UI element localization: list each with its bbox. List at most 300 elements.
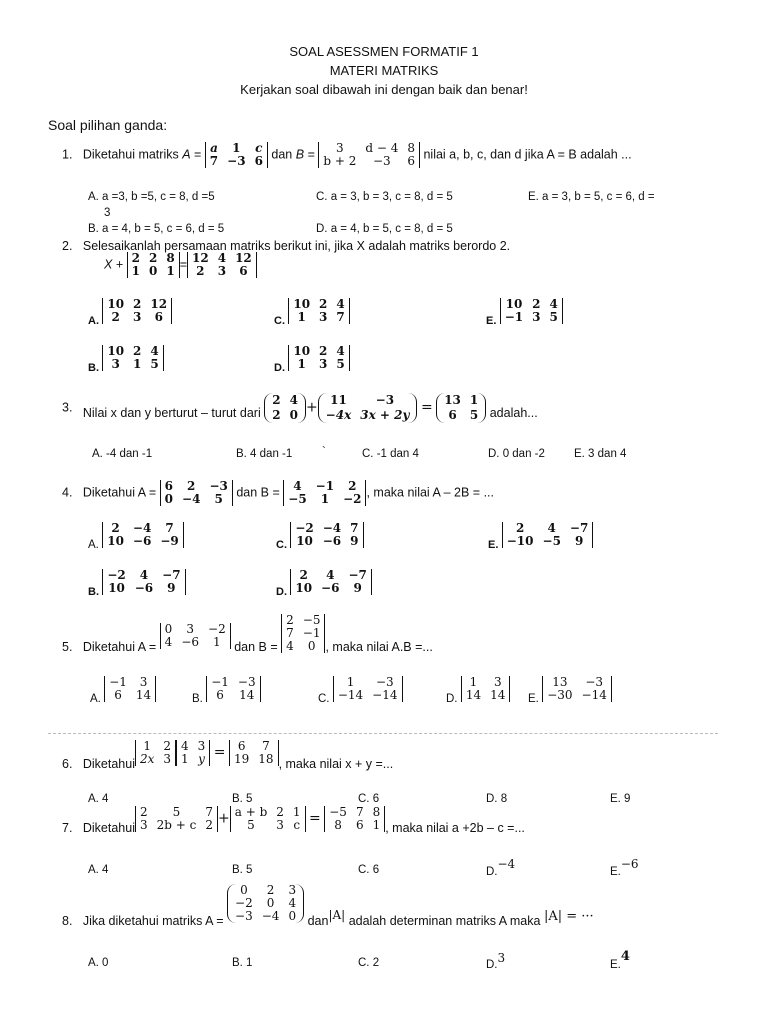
- matrix-cell: 10: [107, 534, 124, 548]
- equation-2: [104, 252, 257, 278]
- matrix-cell: 10: [293, 297, 311, 311]
- question-4: [62, 480, 494, 506]
- matrix-cell: a + b: [234, 805, 268, 819]
- matrix-cell: 3: [288, 883, 297, 897]
- option-value: −6: [620, 857, 639, 871]
- question-text: Diketahui: [82, 821, 135, 836]
- matrix-cell: 2: [532, 297, 541, 311]
- option-label: E.: [610, 866, 621, 878]
- matrix-cell: −3: [235, 909, 253, 923]
- matrix-cell: 1: [372, 818, 381, 832]
- option-d[interactable]: D. 0 dan -2: [488, 448, 545, 460]
- matrix-cell: b + 2: [323, 154, 357, 168]
- matrix-cell: 9: [167, 581, 176, 595]
- matrix-cell: −6: [322, 534, 342, 548]
- matrix-cell: 7: [165, 521, 174, 535]
- matrix-1: [264, 393, 306, 423]
- option-b[interactable]: B. 5: [232, 864, 253, 876]
- matrix-cell: 4: [336, 297, 345, 311]
- matrix-cell: 2: [272, 408, 281, 422]
- matrix-2: [187, 252, 257, 278]
- matrix-cell: 7: [209, 154, 219, 168]
- matrix-cell: −1: [211, 675, 229, 689]
- option-label: B.: [88, 362, 99, 375]
- matrix-cell: 1: [232, 141, 241, 155]
- question-text: Diketahui matriks: [82, 147, 183, 162]
- matrix-cell: a: [210, 141, 218, 155]
- matrix-cell: 8: [407, 141, 415, 155]
- matrix-cell: −3: [372, 154, 391, 168]
- matrix-cell: 5: [336, 357, 345, 371]
- question-number: 3.: [62, 400, 73, 415]
- matrix-cell: 3: [163, 752, 172, 766]
- option-a[interactable]: A. -4 dan -1: [92, 448, 153, 460]
- matrix-cell: 10: [108, 581, 125, 595]
- matrix-cell: −1: [315, 479, 335, 493]
- matrix-cell: 9: [350, 534, 359, 548]
- matrix-cell: 6: [239, 264, 248, 278]
- matrix-cell: 4: [181, 739, 189, 753]
- matrix-b: [281, 614, 325, 653]
- equals-sign: =: [309, 810, 321, 827]
- option-label: C.: [318, 693, 330, 706]
- option-label: E.: [486, 315, 497, 328]
- option-a[interactable]: [88, 297, 172, 328]
- question-8: [62, 883, 594, 928]
- matrix-cell: 3: [319, 357, 328, 371]
- option-label: B.: [88, 586, 99, 599]
- option-d[interactable]: [486, 857, 516, 878]
- option-a[interactable]: A. a =3, b =5, c = 8, d =5: [88, 191, 215, 203]
- matrix-cell: 6: [114, 688, 122, 702]
- matrix-cell: 1: [297, 357, 306, 371]
- matrix-cell: −1: [109, 675, 127, 689]
- option-label: B.: [192, 693, 203, 706]
- matrix-cell: 7: [336, 310, 345, 324]
- equals-sign: =: [179, 257, 187, 272]
- matrix-cell: 7: [205, 805, 213, 819]
- matrix-cell: 2: [272, 393, 281, 407]
- matrix-cell: −14: [581, 688, 607, 702]
- matrix-cell: 7: [350, 521, 359, 535]
- matrix-a: [205, 142, 268, 168]
- matrix-cell: 2: [131, 251, 140, 265]
- matrix-cell: 5: [469, 408, 479, 422]
- option-label: D.: [486, 959, 498, 971]
- option-c[interactable]: C. 2: [358, 957, 380, 969]
- matrix-cell: 1: [143, 739, 151, 753]
- matrix-cell: 2: [276, 805, 284, 819]
- and-text: dan: [307, 913, 329, 928]
- matrix-cell: 0: [288, 909, 297, 923]
- option-a[interactable]: [90, 675, 156, 706]
- matrix-cell: 2: [266, 883, 275, 897]
- matrix-cell: 12: [150, 297, 168, 311]
- option-b[interactable]: B. 5: [232, 793, 253, 805]
- matrix-cell: 6: [254, 154, 263, 168]
- matrix-cell: 14: [465, 688, 482, 702]
- option-c[interactable]: [274, 297, 350, 328]
- equals-sign: =: [304, 147, 319, 162]
- matrix-cell: −5: [288, 492, 307, 506]
- and-text: dan: [271, 147, 296, 162]
- matrix-cell: 2: [515, 521, 525, 535]
- option-e[interactable]: [488, 521, 593, 552]
- matrix-cell: 3: [532, 310, 541, 324]
- matrix-cell: −4: [132, 521, 152, 535]
- option-matrix: [288, 345, 349, 371]
- matrix-3: [229, 740, 279, 766]
- matrix-cell: 13: [444, 393, 461, 407]
- matrix-cell: 4: [288, 896, 297, 910]
- matrix-cell: 2: [139, 805, 148, 819]
- option-label: A.: [90, 693, 101, 706]
- matrix-a-name: A: [182, 147, 191, 162]
- matrix-cell: 1: [166, 264, 175, 278]
- option-d[interactable]: [486, 951, 506, 971]
- matrix-cell: −3: [227, 154, 246, 168]
- matrix-cell: 10: [296, 534, 313, 548]
- option-value: −4: [497, 857, 516, 871]
- question-text-end: adalah...: [489, 406, 538, 421]
- matrix-cell: 4: [139, 568, 149, 582]
- matrix-cell: 14: [135, 688, 152, 702]
- and-text: dan B =: [234, 639, 278, 654]
- question-number: 2.: [62, 239, 73, 253]
- option-a[interactable]: A. 0: [88, 957, 109, 969]
- matrix-cell: 3: [276, 818, 284, 832]
- matrix-cell: 4: [164, 634, 173, 649]
- matrix-cell: 0: [289, 408, 298, 422]
- option-label: A.: [88, 315, 99, 328]
- matrix-cell: 7: [286, 626, 294, 640]
- matrix-cell: 0: [307, 639, 316, 653]
- matrix-cell: 14: [490, 688, 506, 702]
- question-text-end: nilai a, b, c, dan d jika A = B adalah ...: [423, 147, 632, 162]
- matrix-cell: 2x: [139, 752, 155, 766]
- matrix-cell: −2: [235, 896, 253, 910]
- matrix-cell: 2: [196, 264, 205, 278]
- matrix-cell: −7: [348, 568, 367, 582]
- matrix-cell: 5: [549, 310, 558, 324]
- option-matrix: [502, 522, 594, 548]
- matrix-cell: 10: [295, 581, 313, 595]
- plus-sign: +: [305, 399, 318, 416]
- option-d[interactable]: [446, 675, 510, 706]
- matrix-cell: 19: [234, 752, 250, 766]
- matrix-cell: 4: [549, 297, 558, 311]
- matrix-cell: c: [255, 141, 263, 155]
- option-b[interactable]: B. a = 4, b = 5, c = 6, d = 5: [88, 223, 225, 235]
- matrix-cell: 0: [148, 264, 158, 278]
- matrix-cell: 2: [348, 479, 357, 493]
- matrix-cell: −3: [209, 479, 228, 493]
- matrix-cell: 1: [213, 634, 221, 649]
- matrix-1: [135, 806, 218, 832]
- option-c[interactable]: C. a = 3, b = 3, c = 8, d = 5: [316, 191, 453, 203]
- option-matrix: [102, 569, 185, 595]
- equals-sign: =: [420, 399, 433, 416]
- matrix-cell: 1: [469, 393, 479, 407]
- question-text-end: , maka nilai A.B =...: [325, 639, 433, 654]
- matrix-cell: 7: [355, 805, 364, 819]
- matrix-cell: 5: [150, 357, 159, 371]
- option-b[interactable]: B. 1: [232, 957, 253, 969]
- option-b[interactable]: [88, 568, 186, 599]
- matrix-cell: 2: [205, 818, 213, 832]
- question-text-end: , maka nilai x + y =...: [278, 757, 394, 772]
- matrix-3: [324, 806, 385, 832]
- matrix-cell: 5: [172, 805, 181, 819]
- matrix-cell: −6: [134, 581, 154, 595]
- matrix-cell: 6: [237, 739, 246, 753]
- matrix-cell: 2: [111, 310, 120, 324]
- matrix-a: [160, 480, 233, 506]
- option-label: D.: [446, 693, 458, 706]
- matrix-cell: 2: [111, 521, 120, 535]
- matrix-cell: 5: [214, 492, 223, 506]
- question-text-mid: adalah determinan matriks A maka: [348, 913, 541, 928]
- option-matrix: [333, 676, 403, 702]
- option-b[interactable]: [192, 675, 261, 706]
- matrix-cell: −4: [261, 909, 280, 923]
- matrix-cell: 4: [547, 521, 556, 535]
- matrix-cell: 3: [139, 818, 148, 832]
- matrix-cell: 2b + c: [156, 818, 197, 832]
- matrix-cell: −14: [372, 688, 398, 702]
- option-e[interactable]: [610, 949, 630, 972]
- matrix-cell: −1: [504, 310, 524, 324]
- matrix-cell: 4: [150, 344, 159, 358]
- matrix-cell: 1: [297, 310, 306, 324]
- matrix-cell: −2: [343, 492, 362, 506]
- matrix-cell: −9: [160, 534, 179, 548]
- matrix-cell: 10: [107, 344, 125, 358]
- matrix-b: [318, 142, 420, 168]
- matrix-cell: 3: [133, 310, 142, 324]
- matrix-cell: −4: [182, 492, 201, 506]
- matrix-cell: −3: [375, 393, 395, 407]
- matrix-cell: −6: [132, 534, 152, 548]
- option-b[interactable]: B. 4 dan -1: [236, 448, 293, 460]
- question-7: [62, 805, 525, 836]
- option-e[interactable]: [486, 297, 563, 328]
- option-d[interactable]: [276, 568, 372, 599]
- option-c[interactable]: C. 6: [358, 793, 380, 805]
- option-label: E.: [488, 539, 499, 552]
- option-e[interactable]: [610, 857, 639, 878]
- matrix-cell: 3: [217, 264, 227, 278]
- question-5: [62, 614, 433, 653]
- matrix-cell: 2: [286, 613, 294, 627]
- matrix-cell: −2: [295, 521, 314, 535]
- option-b[interactable]: [88, 344, 164, 375]
- matrix-cell: 12: [235, 251, 252, 265]
- option-matrix: [290, 522, 363, 548]
- option-d[interactable]: D. a = 4, b = 5, c = 8, d = 5: [316, 223, 453, 235]
- matrix-cell: −3: [375, 675, 394, 689]
- matrix-cell: −2: [208, 621, 226, 636]
- matrix-cell: 3: [139, 675, 148, 689]
- matrix-cell: 6: [154, 310, 163, 324]
- matrix-cell: 1: [181, 752, 189, 766]
- matrix-cell: 6: [448, 408, 457, 422]
- doc-instruction: Kerjakan soal dibawah ini dengan baik dan benar!: [240, 82, 528, 97]
- matrix-cell: 10: [505, 297, 523, 311]
- option-matrix: [542, 676, 612, 702]
- option-label: A.: [88, 539, 99, 552]
- option-label: C.: [276, 539, 287, 552]
- matrix-cell: 6: [216, 688, 224, 702]
- matrix-cell: 0: [266, 896, 275, 910]
- matrix-cell: 2: [163, 739, 172, 753]
- option-value: 3: [497, 951, 506, 965]
- matrix-cell: 6: [164, 479, 174, 493]
- matrix-cell: −3: [585, 675, 604, 689]
- matrix-cell: 1: [469, 675, 478, 689]
- stray-mark: `: [322, 446, 326, 458]
- matrix-3: [436, 393, 486, 423]
- option-c[interactable]: [318, 675, 403, 706]
- question-number: 6.: [62, 757, 73, 772]
- option-e[interactable]: [528, 675, 612, 706]
- option-a-wrap: 3: [104, 207, 111, 219]
- matrix-cell: −6: [181, 634, 200, 649]
- and-text: dan B =: [236, 485, 280, 500]
- divider: [48, 733, 718, 734]
- option-label: C.: [274, 315, 285, 328]
- matrix-cell: 1: [346, 675, 355, 689]
- matrix-cell: 1: [131, 264, 140, 278]
- option-c[interactable]: [276, 521, 364, 552]
- matrix-cell: 0: [240, 883, 248, 897]
- matrix-a: [227, 884, 304, 923]
- question-text: Diketahui: [82, 757, 135, 772]
- equals-sign: =: [190, 147, 205, 162]
- option-label: E.: [610, 959, 621, 971]
- matrix-cell: 8: [372, 805, 381, 819]
- matrix-1: [135, 740, 176, 766]
- matrix-cell: −5: [302, 613, 321, 627]
- matrix-cell: −1: [302, 626, 321, 640]
- question-number: 7.: [62, 821, 73, 836]
- matrix-b: [283, 480, 366, 506]
- question-1: [62, 142, 632, 168]
- matrix-cell: 2: [319, 344, 328, 358]
- matrix-2: [230, 806, 306, 832]
- matrix-cell: −10: [506, 534, 534, 548]
- determinant-symbol: |A|: [328, 907, 346, 922]
- option-a[interactable]: [88, 521, 184, 552]
- option-a[interactable]: A. 4: [88, 864, 109, 876]
- matrix-cell: 4: [336, 344, 345, 358]
- question-number: 4.: [62, 485, 73, 500]
- question-text: Jika diketahui matriks A =: [82, 913, 224, 928]
- matrix-cell: y: [198, 752, 205, 766]
- matrix-cell: −30: [547, 688, 573, 702]
- option-matrix: [102, 298, 172, 324]
- matrix-cell: 8: [334, 818, 342, 832]
- matrix-cell: 4: [217, 251, 227, 265]
- matrix-cell: 18: [258, 752, 274, 766]
- matrix-cell: 12: [192, 251, 209, 265]
- matrix-cell: 2: [319, 297, 328, 311]
- question-number: 5.: [62, 639, 73, 654]
- matrix-1: [127, 252, 180, 278]
- matrix-cell: 2: [299, 568, 308, 582]
- matrix-cell: 3x + 2y: [360, 408, 410, 422]
- matrix-cell: d − 4: [365, 141, 399, 155]
- plus-sign: +: [218, 810, 230, 827]
- matrix-2: [318, 393, 418, 423]
- matrix-cell: 10: [293, 344, 311, 358]
- matrix-cell: 5: [247, 818, 255, 832]
- matrix-b-name: B: [295, 147, 305, 162]
- matrix-cell: −7: [162, 568, 181, 582]
- option-a[interactable]: A. 4: [88, 793, 109, 805]
- matrix-cell: 9: [353, 581, 362, 595]
- matrix-cell: −5: [542, 534, 561, 548]
- matrix-cell: 3: [111, 357, 120, 371]
- option-label: D.: [486, 866, 498, 878]
- question-2: [62, 239, 510, 253]
- option-matrix: [102, 345, 163, 371]
- option-e[interactable]: E. 9: [610, 793, 631, 805]
- matrix-cell: −5: [329, 805, 347, 819]
- matrix-cell: 3: [186, 621, 194, 636]
- option-matrix: [104, 676, 156, 702]
- option-e[interactable]: E. a = 3, b = 5, c = 6, d =: [528, 191, 655, 203]
- doc-subject: MATERI MATRIKS: [329, 63, 439, 78]
- matrix-cell: 10: [107, 297, 125, 311]
- matrix-cell: 7: [262, 739, 270, 753]
- matrix-cell: 6: [355, 818, 364, 832]
- matrix-cell: 2: [133, 297, 142, 311]
- matrix-cell: 4: [326, 568, 335, 582]
- matrix-cell: 8: [166, 251, 175, 265]
- matrix-cell: 14: [239, 688, 255, 702]
- question-number: 8.: [62, 913, 73, 928]
- option-label: D.: [274, 362, 285, 375]
- option-c[interactable]: C. 6: [358, 864, 380, 876]
- option-matrix: [288, 298, 349, 324]
- option-label: D.: [276, 586, 287, 599]
- matrix-cell: −7: [569, 521, 589, 535]
- matrix-cell: −4: [322, 521, 342, 535]
- matrix-cell: −14: [337, 688, 364, 702]
- question-3: [62, 393, 538, 423]
- matrix-cell: 0: [164, 492, 174, 506]
- matrix-cell: 1: [292, 805, 301, 819]
- matrix-cell: 2: [187, 479, 196, 493]
- option-c[interactable]: C. -1 dan 4: [362, 448, 419, 460]
- question-text: Nilai x dan y berturut – turut dari: [82, 406, 261, 421]
- matrix-a: [160, 623, 231, 649]
- question-text: Diketahui A =: [82, 485, 157, 500]
- option-matrix: [206, 676, 260, 702]
- matrix-cell: 9: [574, 534, 584, 548]
- matrix-cell: −2: [107, 568, 126, 582]
- matrix-cell: 6: [407, 154, 415, 168]
- option-d[interactable]: D. 8: [486, 793, 508, 805]
- matrix-cell: 3: [493, 675, 502, 689]
- option-d[interactable]: [274, 344, 350, 375]
- matrix-cell: 13: [552, 675, 568, 689]
- matrix-cell: 0: [164, 621, 173, 636]
- option-e[interactable]: E. 3 dan 4: [574, 448, 627, 460]
- matrix-cell: −4x: [325, 408, 352, 422]
- doc-title: SOAL ASESSMEN FORMATIF 1: [289, 44, 479, 59]
